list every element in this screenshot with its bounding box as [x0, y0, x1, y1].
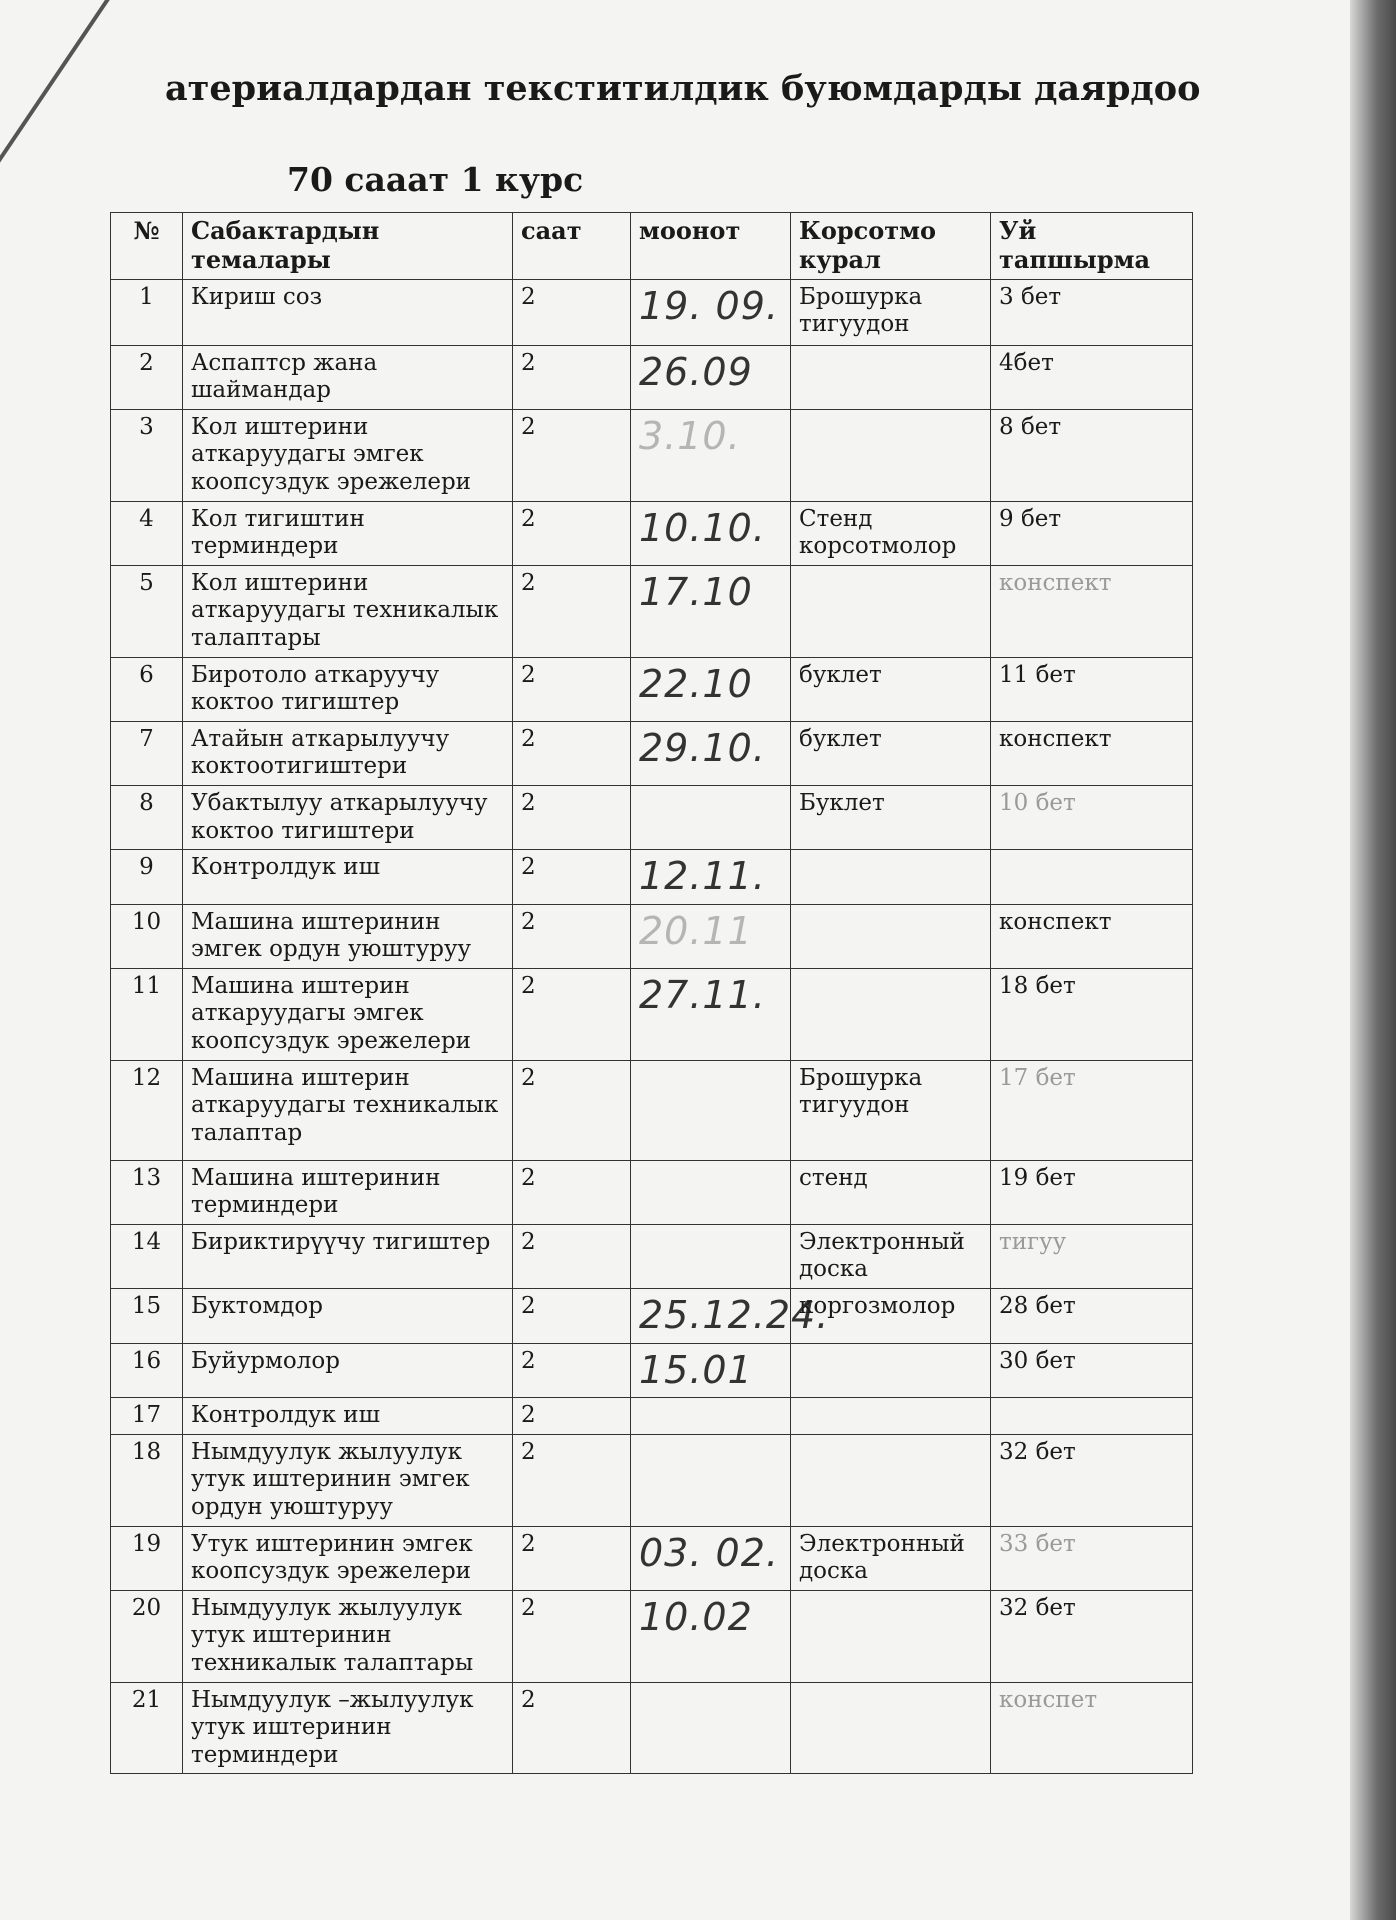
row-homework: конспект	[991, 721, 1193, 785]
row-date: 12.11.	[631, 850, 791, 905]
row-tool	[791, 1398, 991, 1435]
row-tool: Брошурка тигуудон	[791, 1060, 991, 1160]
row-topic: Утук иштеринин эмгек коопсуздук эрежелери	[183, 1526, 513, 1590]
row-tool	[791, 345, 991, 409]
row-date	[631, 1060, 791, 1160]
table-row	[111, 1160, 1193, 1224]
row-num: 14	[111, 1224, 183, 1288]
row-tool	[791, 1682, 991, 1774]
row-date: 29.10.	[631, 721, 791, 785]
row-tool	[791, 1590, 991, 1682]
table-row	[111, 1289, 1193, 1344]
row-topic: Кириш соз	[183, 279, 513, 345]
table-row	[111, 850, 1193, 905]
row-hours: 2	[513, 721, 631, 785]
row-tool	[791, 850, 991, 905]
row-homework: 28 бет	[991, 1289, 1193, 1344]
row-homework	[991, 850, 1193, 905]
row-homework: 4бет	[991, 345, 1193, 409]
scan-edge-shadow	[1350, 0, 1396, 1920]
row-date: 17.10	[631, 565, 791, 657]
row-hours: 2	[513, 968, 631, 1060]
row-tool	[791, 409, 991, 501]
row-date: 15.01	[631, 1343, 791, 1398]
row-hours: 2	[513, 279, 631, 345]
row-num: 1	[111, 279, 183, 345]
row-hours: 2	[513, 1398, 631, 1435]
table-row	[111, 1526, 1193, 1590]
row-topic: Кол иштерини аткаруудагы техникалык талаптары	[183, 565, 513, 657]
table-header-row	[111, 213, 1193, 280]
lesson-plan-table	[110, 212, 1193, 1774]
row-date: 10.10.	[631, 501, 791, 565]
row-topic: Аспаптср жана шаймандар	[183, 345, 513, 409]
row-num: 17	[111, 1398, 183, 1435]
row-date: 20.11	[631, 904, 791, 968]
row-homework: 10 бет	[991, 785, 1193, 849]
row-topic: Нымдуулук жылуулук утук иштеринин эмгек ордун уюштуруу	[183, 1434, 513, 1526]
table-row	[111, 1682, 1193, 1774]
row-tool	[791, 968, 991, 1060]
row-tool	[791, 1343, 991, 1398]
header-hours: саат	[513, 213, 631, 280]
row-num: 5	[111, 565, 183, 657]
row-topic: Кол тигиштин терминдери	[183, 501, 513, 565]
row-date: 19. 09.	[631, 279, 791, 345]
row-homework: 32 бет	[991, 1590, 1193, 1682]
row-hours: 2	[513, 565, 631, 657]
row-hours: 2	[513, 1526, 631, 1590]
row-homework: конспет	[991, 1682, 1193, 1774]
table-row	[111, 657, 1193, 721]
header-homework: Уй тапшырма	[991, 213, 1193, 280]
row-tool: Буклет	[791, 785, 991, 849]
row-homework: конспект	[991, 565, 1193, 657]
row-hours: 2	[513, 1060, 631, 1160]
row-date	[631, 1160, 791, 1224]
row-tool: коргозмолор	[791, 1289, 991, 1344]
document-title: атериалдардан текститилдик буюмдарды даярдоо	[165, 68, 1201, 109]
table-row	[111, 1590, 1193, 1682]
row-hours: 2	[513, 1343, 631, 1398]
document-subtitle: 70 сааат 1 курс	[287, 160, 584, 199]
row-homework: 17 бет	[991, 1060, 1193, 1160]
table-row	[111, 785, 1193, 849]
row-homework: 11 бет	[991, 657, 1193, 721]
row-homework: 8 бет	[991, 409, 1193, 501]
table-row	[111, 501, 1193, 565]
row-homework	[991, 1398, 1193, 1435]
row-tool	[791, 904, 991, 968]
table-row	[111, 721, 1193, 785]
row-tool: Электронный доска	[791, 1526, 991, 1590]
row-num: 18	[111, 1434, 183, 1526]
table-row	[111, 279, 1193, 345]
row-hours: 2	[513, 1224, 631, 1288]
row-date	[631, 785, 791, 849]
row-tool	[791, 565, 991, 657]
row-homework: 33 бет	[991, 1526, 1193, 1590]
row-topic: Бириктирүүчу тигиштер	[183, 1224, 513, 1288]
table-row	[111, 1398, 1193, 1435]
row-date: 03. 02.	[631, 1526, 791, 1590]
row-homework: 19 бет	[991, 1160, 1193, 1224]
row-hours: 2	[513, 1289, 631, 1344]
table-row	[111, 565, 1193, 657]
row-topic: Контролдук иш	[183, 850, 513, 905]
row-hours: 2	[513, 1590, 631, 1682]
row-num: 2	[111, 345, 183, 409]
row-date	[631, 1224, 791, 1288]
row-num: 8	[111, 785, 183, 849]
row-topic: Нымдуулук –жылуулук утук иштеринин терминдери	[183, 1682, 513, 1774]
header-date: моонот	[631, 213, 791, 280]
row-tool: стенд	[791, 1160, 991, 1224]
row-hours: 2	[513, 785, 631, 849]
row-num: 4	[111, 501, 183, 565]
row-hours: 2	[513, 657, 631, 721]
row-topic: Буктомдор	[183, 1289, 513, 1344]
row-date	[631, 1434, 791, 1526]
row-topic: Биротоло аткаруучу коктоо тигиштер	[183, 657, 513, 721]
row-num: 21	[111, 1682, 183, 1774]
table-row	[111, 904, 1193, 968]
row-topic: Атайын аткарылуучу коктоотигиштери	[183, 721, 513, 785]
row-num: 20	[111, 1590, 183, 1682]
header-tool: Корсотмо курал	[791, 213, 991, 280]
row-num: 9	[111, 850, 183, 905]
table-row	[111, 968, 1193, 1060]
row-num: 3	[111, 409, 183, 501]
row-homework: конспект	[991, 904, 1193, 968]
row-tool	[791, 1434, 991, 1526]
row-topic: Машина иштеринин эмгек ордун уюштуруу	[183, 904, 513, 968]
row-hours: 2	[513, 1434, 631, 1526]
row-date	[631, 1398, 791, 1435]
row-homework: 30 бет	[991, 1343, 1193, 1398]
header-num: №	[111, 213, 183, 280]
row-topic: Буйурмолор	[183, 1343, 513, 1398]
row-num: 6	[111, 657, 183, 721]
row-homework: тигуу	[991, 1224, 1193, 1288]
row-hours: 2	[513, 904, 631, 968]
table-row	[111, 409, 1193, 501]
row-hours: 2	[513, 345, 631, 409]
row-num: 12	[111, 1060, 183, 1160]
row-num: 15	[111, 1289, 183, 1344]
row-tool: буклет	[791, 657, 991, 721]
row-homework: 18 бет	[991, 968, 1193, 1060]
row-hours: 2	[513, 409, 631, 501]
table-row	[111, 1060, 1193, 1160]
row-date: 10.02	[631, 1590, 791, 1682]
row-tool: Электронный доска	[791, 1224, 991, 1288]
header-topic: Сабактардын темалары	[183, 213, 513, 280]
row-date	[631, 1682, 791, 1774]
row-homework: 32 бет	[991, 1434, 1193, 1526]
row-topic: Убактылуу аткарылуучу коктоо тигиштери	[183, 785, 513, 849]
table-body	[111, 279, 1193, 1774]
table-row	[111, 1224, 1193, 1288]
table-row	[111, 1343, 1193, 1398]
row-tool: Стенд корсотмолор	[791, 501, 991, 565]
row-topic: Нымдуулук жылуулук утук иштеринин техникалык талаптары	[183, 1590, 513, 1682]
row-topic: Машина иштерин аткаруудагы эмгек коопсуздук эрежелери	[183, 968, 513, 1060]
row-date: 27.11.	[631, 968, 791, 1060]
row-num: 13	[111, 1160, 183, 1224]
table-row	[111, 345, 1193, 409]
row-num: 16	[111, 1343, 183, 1398]
row-topic: Контролдук иш	[183, 1398, 513, 1435]
row-tool: Брошурка тигуудон	[791, 279, 991, 345]
row-date: 25.12.24.	[631, 1289, 791, 1344]
row-homework: 3 бет	[991, 279, 1193, 345]
row-topic: Машина иштеринин терминдери	[183, 1160, 513, 1224]
row-date: 22.10	[631, 657, 791, 721]
row-num: 7	[111, 721, 183, 785]
row-date: 3.10.	[631, 409, 791, 501]
row-num: 11	[111, 968, 183, 1060]
row-homework: 9 бет	[991, 501, 1193, 565]
row-tool: буклет	[791, 721, 991, 785]
table-row	[111, 1434, 1193, 1526]
row-hours: 2	[513, 1682, 631, 1774]
row-num: 10	[111, 904, 183, 968]
row-hours: 2	[513, 1160, 631, 1224]
row-topic: Кол иштерини аткаруудагы эмгек коопсуздук эрежелери	[183, 409, 513, 501]
row-hours: 2	[513, 850, 631, 905]
row-topic: Машина иштерин аткаруудагы техникалык талаптар	[183, 1060, 513, 1160]
row-date: 26.09	[631, 345, 791, 409]
row-num: 19	[111, 1526, 183, 1590]
row-hours: 2	[513, 501, 631, 565]
